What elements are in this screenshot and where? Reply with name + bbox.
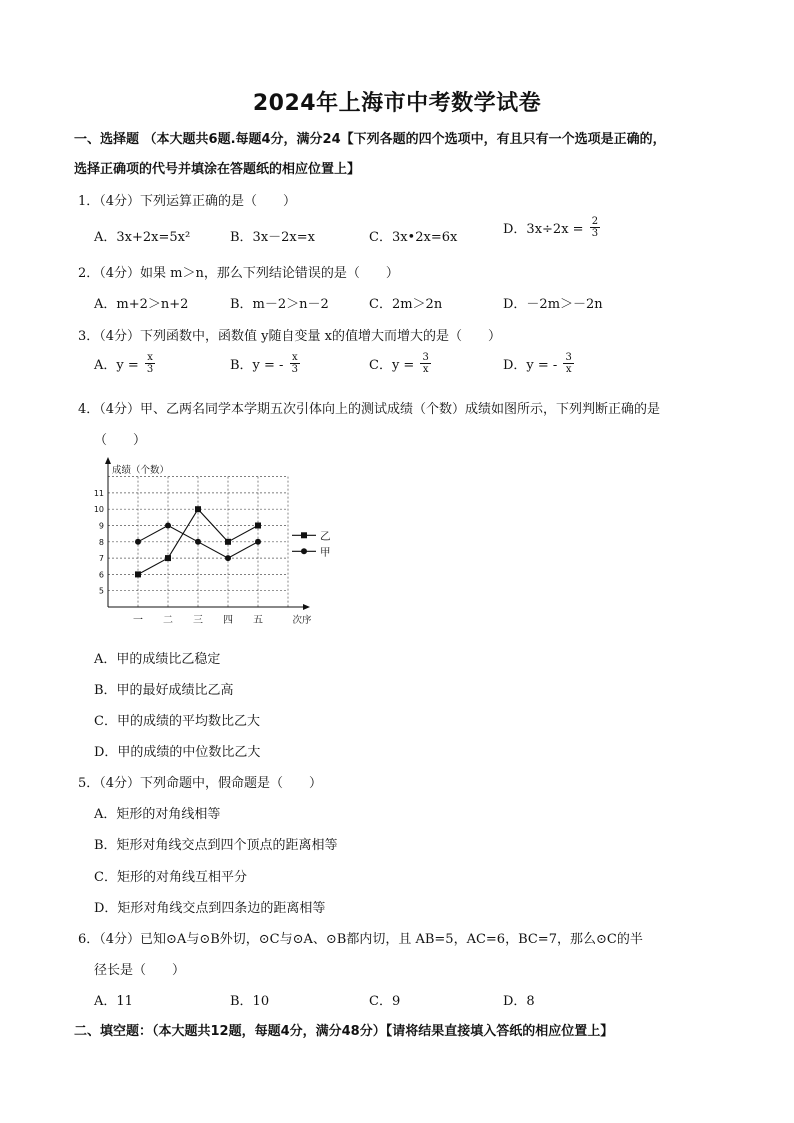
q5-stem: 5．（4分）下列命题中，假命题是（ ）: [78, 776, 323, 791]
data-point-乙: [255, 523, 261, 529]
q3-option-c-prefix: C．y =: [369, 358, 415, 373]
q4-option-b: B．甲的最好成绩比乙高: [94, 683, 234, 698]
q3-option-b: [230, 352, 302, 375]
q1-option-c: C．3x•2x=6x: [369, 230, 458, 245]
fraction-numerator: 3: [422, 352, 429, 363]
q3-stem: 3．（4分）下列函数中，函数值 y随自变量 x的值增大而增大的是（ ）: [78, 329, 501, 344]
chart-legend: [292, 530, 331, 558]
score-line-chart: [90, 455, 350, 630]
fraction-numerator: x: [147, 352, 153, 363]
y-tick-label: 7: [98, 554, 104, 564]
fraction-numerator: 2: [591, 216, 599, 227]
fraction-denominator: x: [565, 364, 572, 375]
legend-label-乙: 乙: [320, 530, 331, 543]
q4-stem-line-1: 4．（4分）甲、乙两名同学本学期五次引体向上的测试成绩（个数）成绩如图所示，下列判断正确的是: [78, 402, 661, 417]
q5-option-c: C．矩形的对角线互相平分: [94, 870, 247, 885]
y-axis-label: 成绩（个数）: [112, 465, 170, 476]
q1-option-b: B．3x－2x=x: [230, 230, 315, 245]
x-tick-label: 一: [133, 615, 143, 626]
y-tick-label: 6: [98, 570, 104, 580]
q5-option-b: B．矩形对角线交点到四个顶点的距离相等: [94, 838, 338, 853]
data-point-乙: [225, 539, 231, 545]
section-2-header: 二、填空题：（本大题共12题，每题4分，满分48分）【请将结果直接填入答纸的相应位置上】: [74, 1024, 614, 1039]
x-axis-arrow: [303, 604, 310, 610]
q4-option-d: D．甲的成绩的中位数比乙大: [94, 745, 261, 760]
data-point-甲: [225, 555, 231, 561]
q3-option-c: [369, 352, 433, 375]
q4-option-a: A．甲的成绩比乙稳定: [94, 652, 221, 667]
q2-option-d: D．－2m＞－2n: [503, 297, 603, 312]
section-1-header-line-1: 一、选择题 （本大题共6题.每题4分，满分24【下列各题的四个选项中，有且只有一个选项是正确的，: [74, 132, 666, 147]
q6-stem-line-2: 径长是（ ）: [94, 963, 186, 978]
q1-option-d-fraction: [590, 216, 600, 239]
q4-stem-line-2: （ ）: [94, 433, 147, 448]
fraction-denominator: 3: [146, 364, 154, 375]
q3-option-a-prefix: A．y =: [94, 358, 139, 373]
q5-option-a: A．矩形的对角线相等: [94, 807, 221, 822]
x-tick-label: 二: [163, 615, 173, 626]
data-point-甲: [195, 539, 201, 545]
fraction-numerator: x: [291, 352, 298, 363]
legend-marker-甲: [301, 548, 307, 554]
q6-option-d: D．8: [503, 994, 535, 1009]
legend-label-甲: 甲: [320, 546, 331, 559]
q3-option-d-fraction: [563, 352, 573, 375]
q3-option-d: [503, 352, 576, 375]
x-tick-label: 五: [253, 615, 263, 626]
q6-option-a: A．11: [94, 994, 133, 1009]
data-point-乙: [165, 555, 171, 561]
fraction-denominator: 3: [291, 364, 298, 375]
q1-option-d: [503, 216, 602, 239]
y-tick-label: 10: [93, 505, 104, 515]
section-1-header-line-2: 选择正确项的代号并填涂在答题纸的相应位置上】: [74, 162, 361, 177]
y-tick-label: 5: [98, 586, 104, 596]
q2-option-a: A．m+2＞n+2: [94, 297, 189, 312]
q3-option-a: [94, 352, 157, 375]
q2-option-c: C．2m＞2n: [369, 297, 443, 312]
x-axis-label: 次序: [292, 615, 312, 626]
q6-stem-line-1: 6．（4分）已知⊙A与⊙B外切，⊙C与⊙A、⊙B都内切，且 AB=5，AC=6，BC=7，那么⊙C的半: [78, 932, 643, 947]
x-tick-label: 四: [223, 615, 233, 626]
data-point-甲: [135, 539, 141, 545]
chart-axes: [105, 457, 310, 610]
q1-option-d-prefix: D．3x÷2x =: [503, 222, 584, 237]
q3-option-b-fraction: [290, 352, 300, 375]
fraction-denominator: 3: [591, 228, 599, 239]
q3-option-c-fraction: [420, 352, 430, 375]
legend-marker-乙: [301, 532, 307, 538]
data-point-乙: [195, 506, 201, 512]
x-tick-label: 三: [193, 615, 203, 626]
fraction-numerator: 3: [565, 352, 572, 363]
q1-stem: 1．（4分）下列运算正确的是（ ）: [78, 194, 297, 209]
data-point-乙: [135, 571, 141, 577]
q2-stem: 2．（4分）如果 m＞n，那么下列结论错误的是（ ）: [78, 266, 399, 281]
y-tick-label: 11: [93, 488, 104, 498]
fraction-denominator: x: [422, 364, 429, 375]
q3-option-a-fraction: [145, 352, 155, 375]
q6-option-b: B．10: [230, 994, 270, 1009]
data-point-甲: [255, 539, 261, 545]
y-tick-label: 9: [98, 521, 104, 531]
q1-option-a: A．3x+2x=5x²: [94, 230, 191, 245]
q2-option-b: B．m－2＞n－2: [230, 297, 329, 312]
q3-option-b-prefix: B．y = -: [230, 358, 284, 373]
q5-option-d: D．矩形对角线交点到四条边的距离相等: [94, 901, 326, 916]
y-axis-arrow: [105, 457, 111, 464]
data-point-甲: [165, 523, 171, 529]
q6-option-c: C．9: [369, 994, 401, 1009]
q4-option-c: C．甲的成绩的平均数比乙大: [94, 714, 260, 729]
page-title: 2024年上海市中考数学试卷: [252, 91, 542, 116]
q3-option-d-prefix: D．y = -: [503, 358, 558, 373]
y-tick-label: 8: [98, 537, 104, 547]
